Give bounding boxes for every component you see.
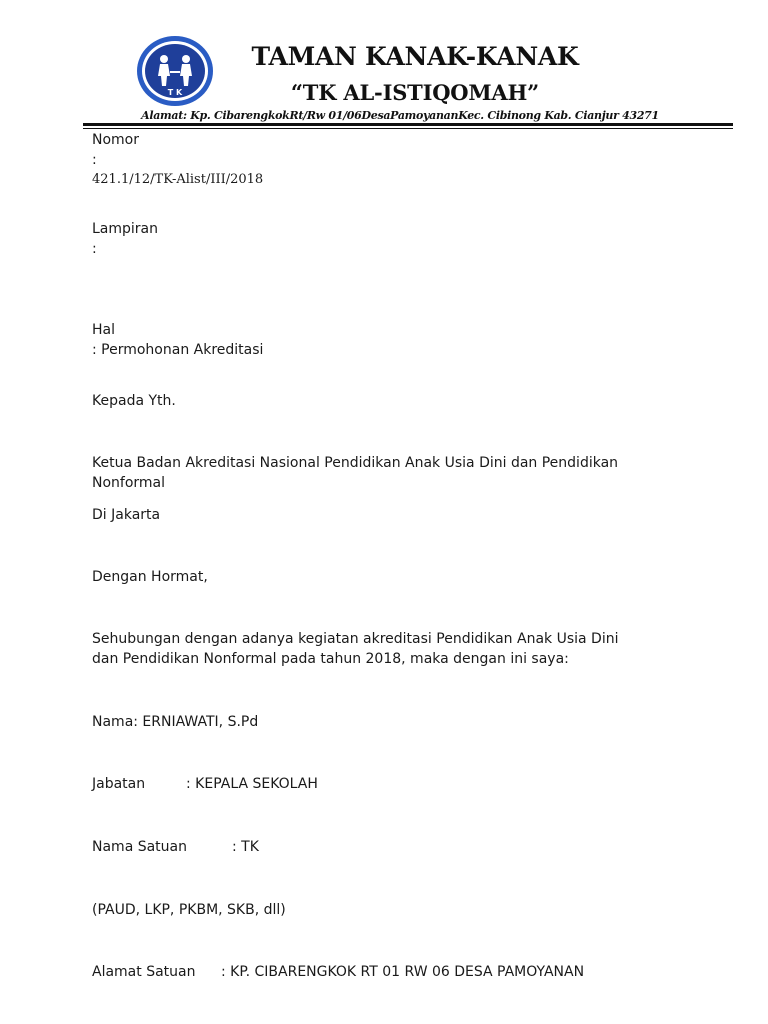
school-type-title: TAMAN KANAK-KANAK	[251, 42, 579, 71]
intro-line-1: Sehubungan dengan adanya kegiatan akreditasi Pendidikan Anak Usia Dini	[92, 631, 619, 647]
jabatan-value: : KEPALA SEKOLAH	[186, 776, 318, 792]
jabatan-label: Jabatan	[92, 776, 146, 792]
lampiran-label: Lampiran	[92, 221, 159, 237]
letterhead-divider-thin	[83, 128, 733, 129]
logo-letters: T K	[167, 88, 183, 97]
recipient-location: Di Jakarta	[92, 507, 161, 523]
school-address: Alamat: Kp. CibarengkokRt/Rw 01/06DesaPamoyananKec. Cibinong Kab. Cianjur 43271	[141, 109, 659, 122]
recipient-line-1: Ketua Badan Akreditasi Nasional Pendidikan Anak Usia Dini dan Pendidikan	[92, 455, 619, 471]
school-name-title: “TK AL-ISTIQOMAH”	[290, 80, 540, 105]
nomor-colon: :	[92, 152, 97, 168]
hal-label: Hal	[92, 322, 115, 338]
salutation: Dengan Hormat,	[92, 569, 208, 585]
nama-field: Nama: ERNIAWATI, S.Pd	[92, 714, 259, 730]
nama-satuan-label: Nama Satuan	[92, 839, 187, 855]
recipient-greeting: Kepada Yth.	[92, 393, 176, 409]
satuan-types: (PAUD, LKP, PKBM, SKB, dll)	[92, 902, 286, 918]
letterhead-divider-thick	[83, 123, 733, 126]
recipient-line-2: Nonformal	[92, 475, 166, 491]
nama-satuan-value: : TK	[232, 839, 259, 855]
nomor-value: 421.1/12/TK-Alist/III/2018	[92, 172, 264, 187]
nomor-label: Nomor	[92, 132, 139, 148]
intro-line-2: dan Pendidikan Nonformal pada tahun 2018, maka dengan ini saya:	[92, 651, 569, 667]
alamat-satuan-value: : KP. CIBARENGKOK RT 01 RW 06 DESA PAMOYANAN	[221, 964, 585, 980]
alamat-satuan-label: Alamat Satuan	[92, 964, 196, 980]
hal-value: : Permohonan Akreditasi	[92, 342, 264, 358]
school-logo	[136, 35, 214, 107]
lampiran-colon: :	[92, 241, 97, 257]
